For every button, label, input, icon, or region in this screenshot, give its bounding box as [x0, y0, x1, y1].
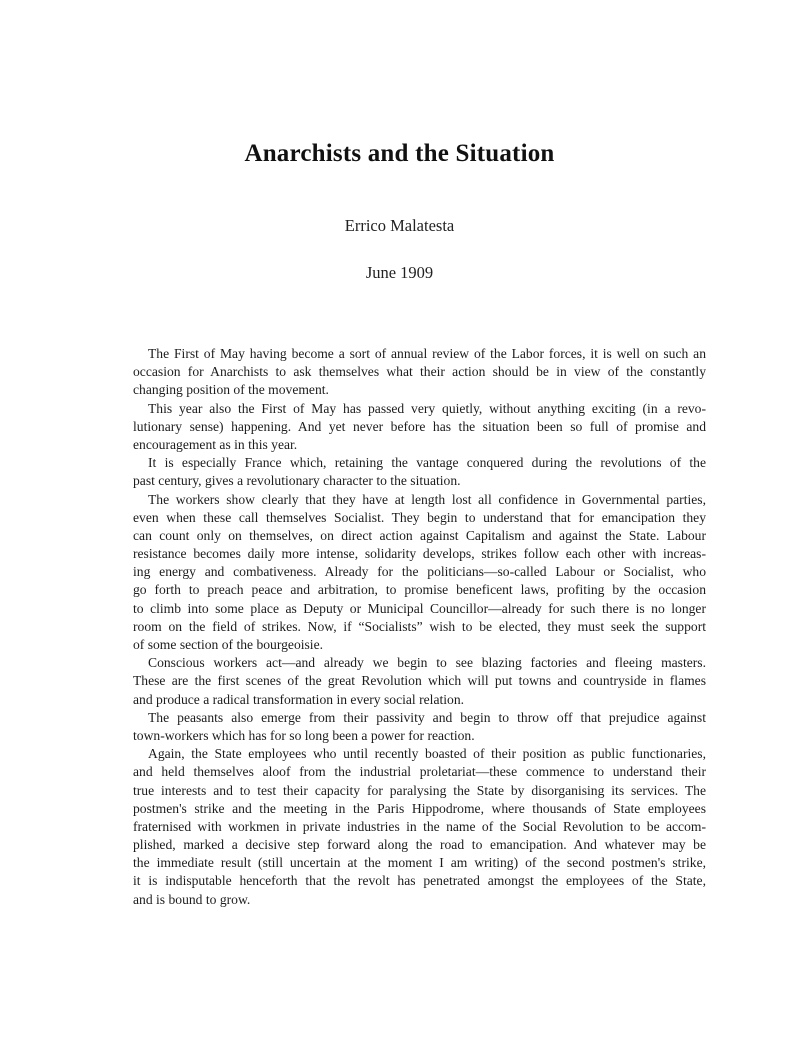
text-line: town-workers which has for so long been a power for reaction.	[133, 727, 475, 743]
document-author: Errico Malatesta	[344, 216, 455, 235]
paragraph	[133, 491, 706, 655]
text-line: Again, the State employees who until recently boasted of their position as public functionaries,	[148, 746, 706, 762]
text-line: The peasants also emerge from their passivity and begin to throw off that prejudice against	[148, 709, 706, 725]
text-line: postmen's strike and the meeting in the Paris Hippodrome, where thousands of State employees	[133, 800, 706, 816]
text-line: plished, marked a decisive step forward along the road to emancipation. And whatever may be	[133, 837, 706, 853]
text-line: and produce a radical transformation in every social relation.	[133, 691, 465, 707]
text-line: and is bound to grow.	[133, 891, 251, 907]
text-line: it is indisputable henceforth that the revolt has penetrated amongst the employees of the State,	[133, 873, 706, 889]
text-line: encouragement as in this year.	[133, 436, 298, 452]
text-line: to climb into some place as Deputy or Municipal Councillor—already for such there is no longer	[133, 600, 706, 616]
paragraph	[133, 400, 706, 455]
document-body	[133, 345, 706, 909]
text-line: occasion for Anarchists to ask themselves what their action should be in view of the constantly	[133, 364, 706, 380]
text-line: Conscious workers act—and already we begin to see blazing factories and fleeing masters.	[148, 655, 706, 671]
text-line: changing position of the movement.	[133, 382, 329, 398]
text-line: These are the first scenes of the great Revolution which will put towns and countryside in flames	[133, 673, 706, 689]
document-date: June 1909	[365, 263, 434, 282]
text-line: go forth to preach peace and arbitration, to promise beneficent laws, profiting by the occasion	[133, 582, 706, 598]
paragraph	[133, 709, 706, 745]
text-line: fraternised with workmen in private industries in the name of the Social Revolution to be accom-	[133, 818, 706, 834]
paragraph	[133, 745, 706, 909]
text-line: It is especially France which, retaining the vantage conquered during the revolutions of the	[148, 455, 706, 471]
text-line: The First of May having become a sort of annual review of the Labor forces, it is well on such an	[148, 346, 706, 361]
text-line: and held themselves aloof from the industrial proletariat—these commence to understand their	[133, 764, 706, 780]
text-line: lutionary sense) happening. And yet never before has the situation been so full of promise and	[133, 418, 706, 434]
paragraph	[133, 454, 706, 490]
text-line: room on the field of strikes. Now, if “Socialists” wish to be elected, they must seek the support	[133, 618, 706, 634]
paragraph	[133, 654, 706, 709]
paragraph	[133, 345, 706, 400]
text-line: true interests and to test their capacity for paralysing the State by disorganising its services. The	[133, 782, 706, 798]
text-line: can count only on themselves, on direct action against Capitalism and against the State. Labour	[133, 527, 706, 543]
text-line: The workers show clearly that they have at length lost all confidence in Governmental parties,	[148, 491, 706, 507]
text-line: ing energy and combativeness. Already for the politicians—so-called Labour or Socialist, who	[133, 564, 706, 580]
text-line: of some section of the bourgeoisie.	[133, 637, 324, 652]
text-line: the immediate result (still uncertain at the moment I am writing) of the second postmen's strike,	[133, 855, 706, 871]
text-line: past century, gives a revolutionary character to the situation.	[133, 473, 461, 489]
text-line: even when these call themselves Socialist. They begin to understand that for emancipation they	[133, 509, 706, 525]
text-line: resistance becomes daily more intense, solidarity develops, strikes follow each other with increas-	[133, 546, 706, 562]
text-line: This year also the First of May has passed very quietly, without anything exciting (in a revo-	[148, 400, 706, 416]
document-title: Anarchists and the Situation	[244, 140, 555, 167]
